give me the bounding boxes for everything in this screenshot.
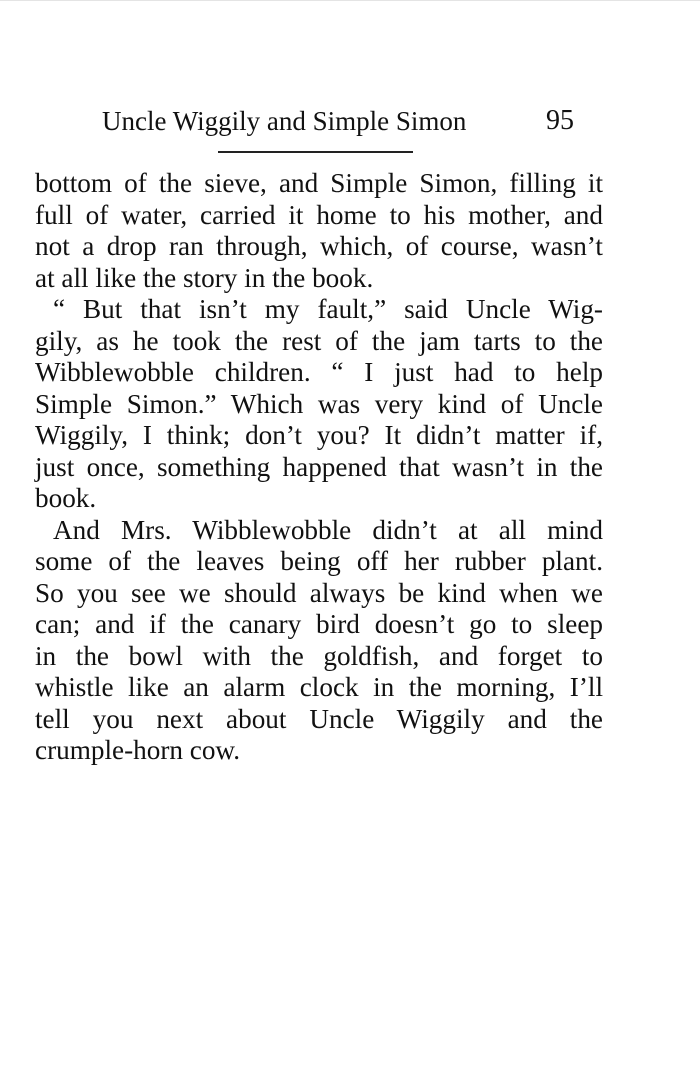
paragraph-2	[35, 294, 603, 515]
body-text	[35, 168, 603, 767]
page-number: 95	[546, 105, 574, 136]
text-line: So you see we should always be kind when we	[35, 577, 603, 608]
running-title: Uncle Wiggily and Simple Simon	[102, 106, 467, 136]
text-line: at all like the story in the book.	[35, 262, 374, 293]
text-line: in the bowl with the goldfish, and forget to	[35, 640, 603, 671]
paragraph-1	[35, 168, 603, 294]
text-line: just once, something happened that wasn’t in the	[35, 451, 603, 482]
header-rule	[218, 151, 413, 153]
text-line: bottom of the sieve, and Simple Simon, filling it	[35, 168, 603, 198]
text-line: crumple-horn cow.	[35, 735, 241, 765]
running-head	[102, 104, 572, 138]
text-line: some of the leaves being off her rubber plant.	[35, 546, 603, 576]
text-line: book.	[35, 483, 97, 513]
text-line: “ But that isn’t my fault,” said Uncle Wig-	[53, 294, 603, 324]
text-line: gily, as he took the rest of the jam tarts to the	[35, 325, 603, 356]
text-line: can; and if the canary bird doesn’t go to sleep	[35, 609, 603, 639]
text-line: And Mrs. Wibblewobble didn’t at all mind	[53, 514, 603, 545]
text-line: tell you next about Uncle Wiggily and the	[35, 703, 603, 734]
text-line: whistle like an alarm clock in the morning, I’ll	[35, 672, 603, 702]
text-line: Wibblewobble children. “ I just had to help	[35, 357, 603, 387]
text-line: Simple Simon.” Which was very kind of Uncle	[35, 388, 603, 419]
text-line: Wiggily, I think; don’t you? It didn’t matter if,	[35, 420, 603, 450]
page-top-edge	[0, 0, 700, 7]
text-line: full of water, carried it home to his mother, and	[35, 199, 603, 230]
paragraph-3	[35, 515, 603, 767]
text-line: not a drop ran through, which, of course, wasn’t	[35, 231, 603, 261]
